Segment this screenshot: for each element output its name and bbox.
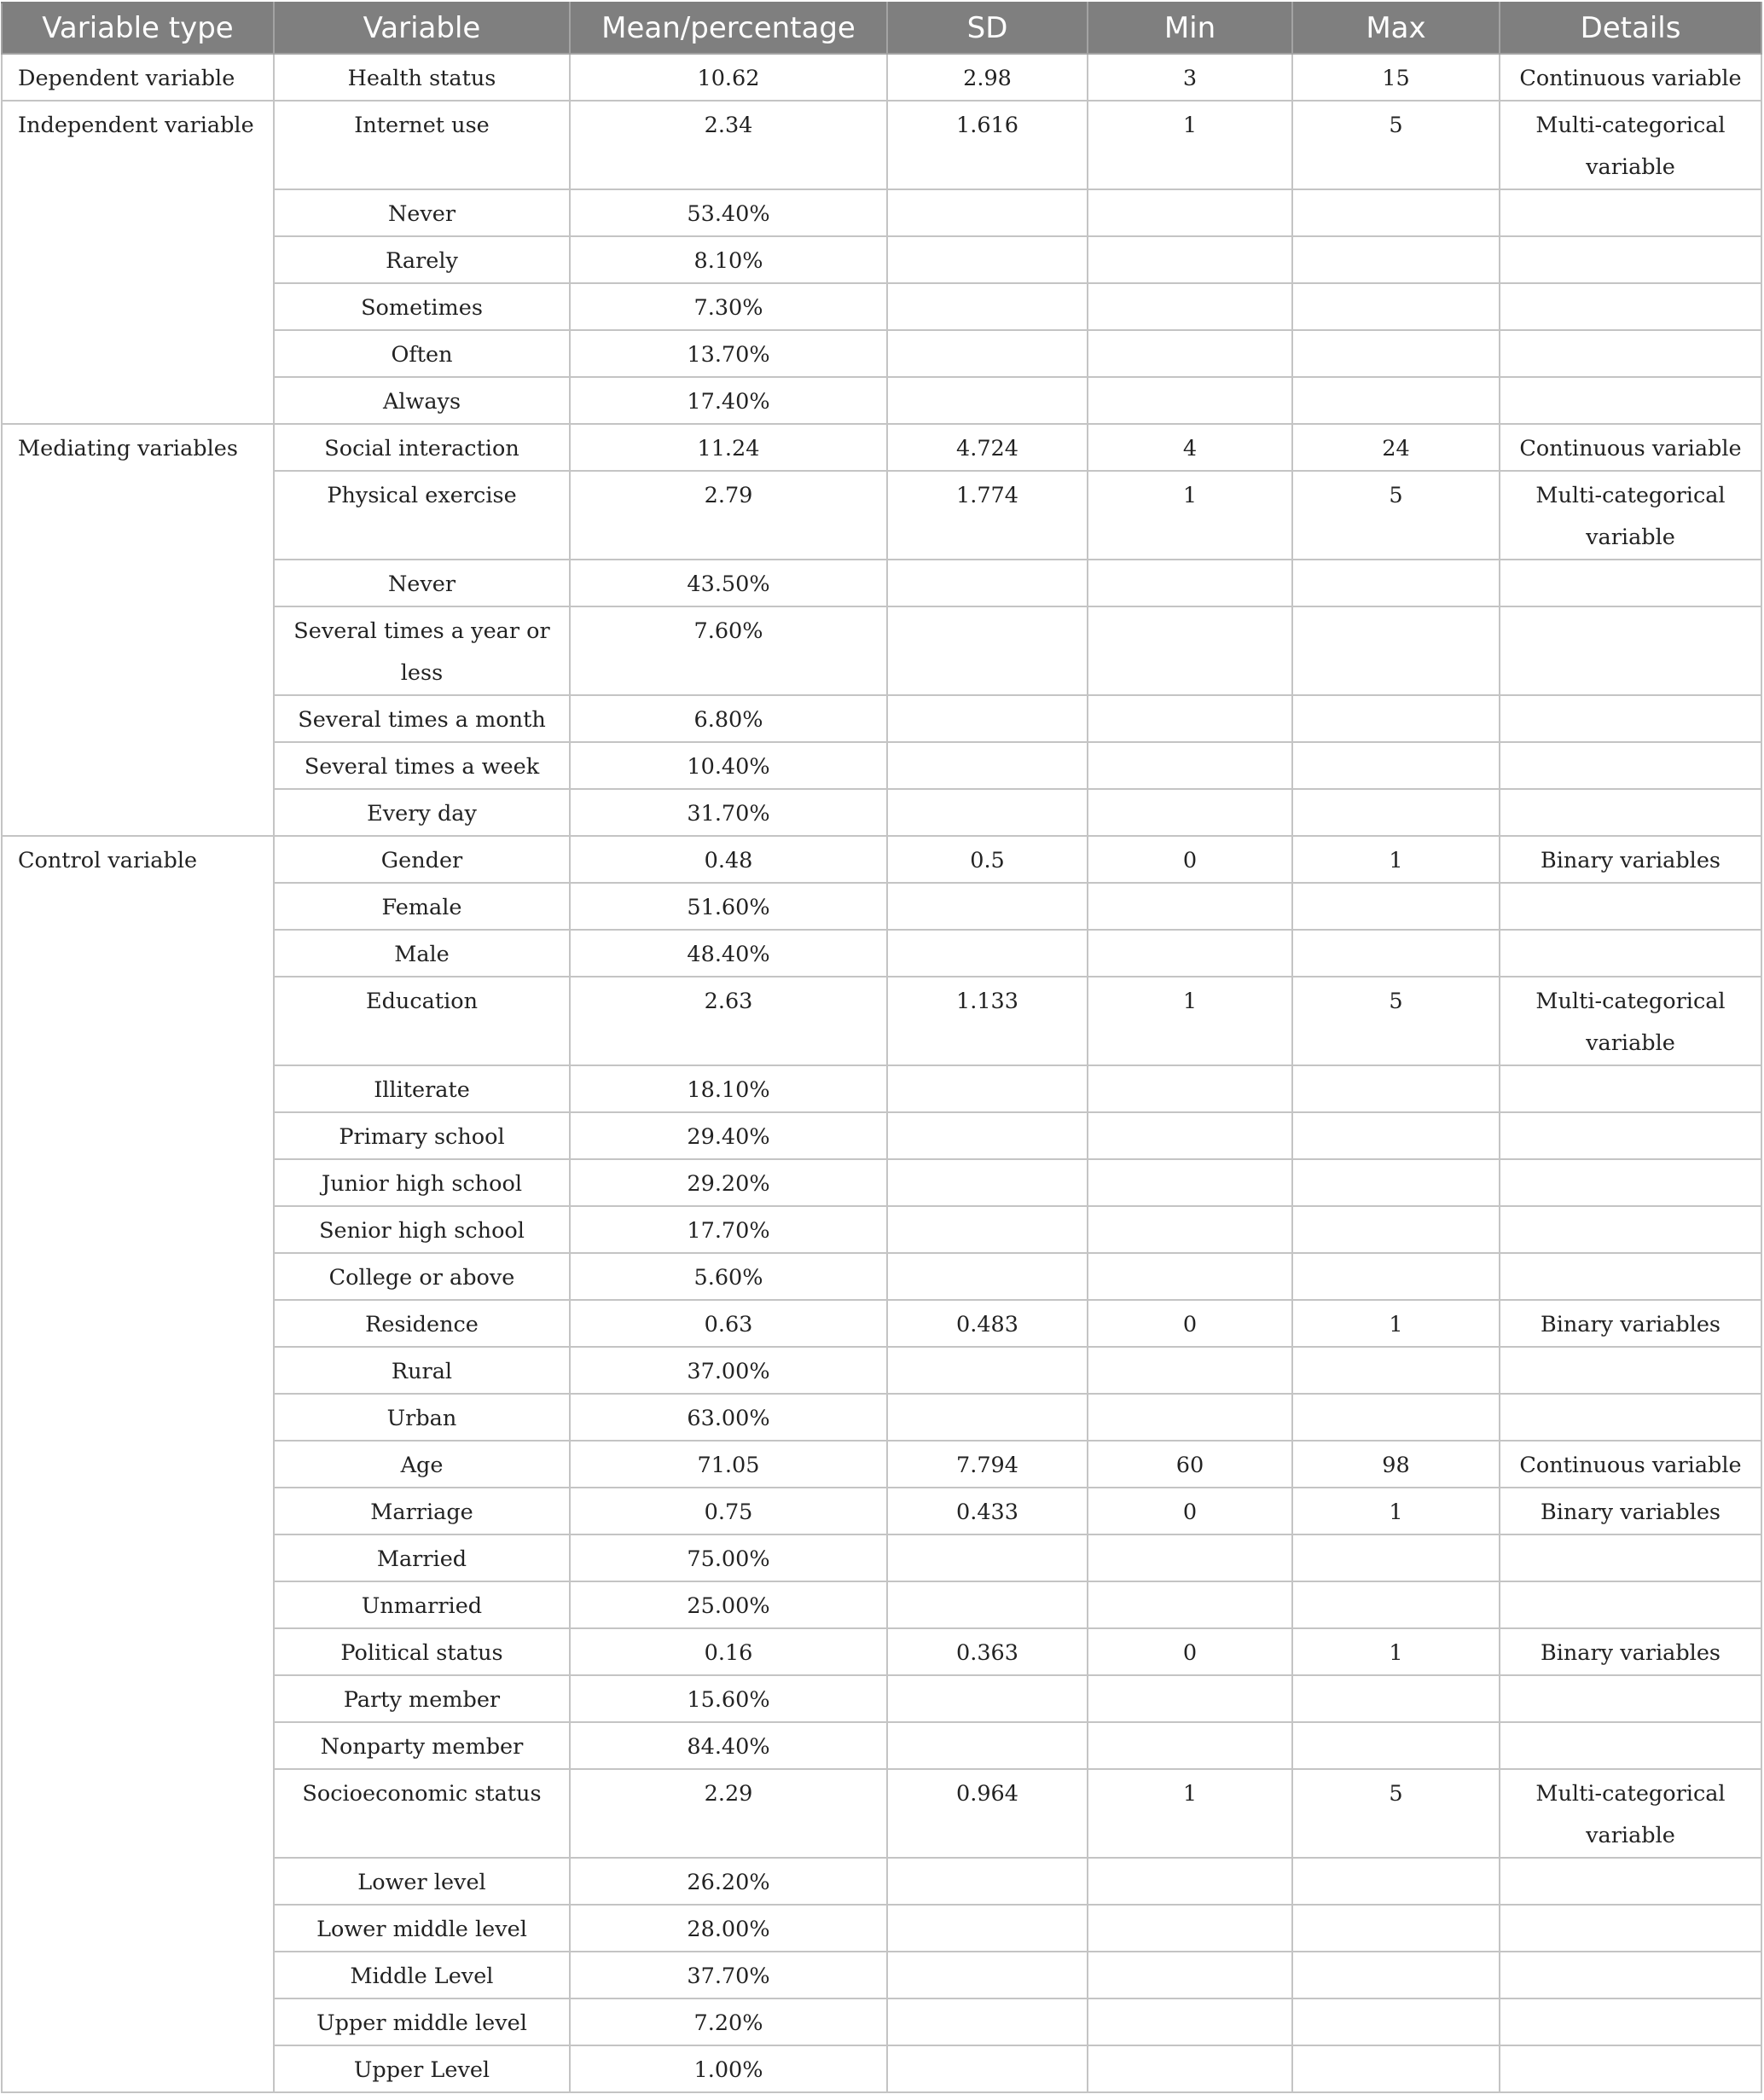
cell-details [1500,1206,1761,1253]
cell-mean-percentage: 13.70% [570,330,887,377]
cell-sd [887,1952,1088,1998]
cell-variable: Residence [274,1300,570,1347]
cell-mean-percentage: 0.16 [570,1628,887,1675]
cell-sd: 0.483 [887,1300,1088,1347]
cell-variable: Urban [274,1394,570,1441]
cell-sd [887,789,1088,836]
cell-mean-percentage: 71.05 [570,1441,887,1488]
cell-variable: Illiterate [274,1065,570,1112]
cell-mean-percentage: 7.60% [570,606,887,695]
cell-details: Binary variables [1500,1300,1761,1347]
cell-details [1500,283,1761,330]
cell-details [1500,883,1761,930]
cell-variable: Age [274,1441,570,1488]
cell-details [1500,1998,1761,2045]
cell-variable: Lower level [274,1858,570,1905]
cell-details [1500,1858,1761,1905]
cell-min [1088,1347,1292,1394]
cell-min [1088,742,1292,789]
cell-sd: 0.363 [887,1628,1088,1675]
cell-sd [887,1581,1088,1628]
cell-variable: Political status [274,1628,570,1675]
cell-max [1292,1722,1500,1769]
cell-max [1292,1905,1500,1952]
cell-mean-percentage: 29.20% [570,1159,887,1206]
cell-details [1500,695,1761,742]
header-max: Max [1292,3,1500,54]
cell-variable: Female [274,883,570,930]
cell-details [1500,189,1761,236]
cell-variable: Upper Level [274,2045,570,2092]
cell-max [1292,1998,1500,2045]
cell-variable: Lower middle level [274,1905,570,1952]
cell-max: 5 [1292,977,1500,1065]
cell-min [1088,1722,1292,1769]
cell-variable-type: Mediating variables [2,424,274,836]
cell-mean-percentage: 31.70% [570,789,887,836]
cell-details: Multi-categorical variable [1500,977,1761,1065]
table-header [2,3,1761,54]
cell-variable: Several times a year or less [274,606,570,695]
cell-sd [887,1998,1088,2045]
cell-mean-percentage: 7.20% [570,1998,887,2045]
cell-sd: 7.794 [887,1441,1088,1488]
cell-variable: Often [274,330,570,377]
cell-max [1292,1253,1500,1300]
cell-variable: Never [274,189,570,236]
cell-mean-percentage: 75.00% [570,1534,887,1581]
cell-mean-percentage: 2.63 [570,977,887,1065]
cell-variable: Nonparty member [274,1722,570,1769]
cell-max [1292,606,1500,695]
cell-min [1088,1534,1292,1581]
cell-sd [887,1722,1088,1769]
cell-sd [887,377,1088,424]
cell-variable: Rural [274,1347,570,1394]
cell-sd [887,1347,1088,1394]
cell-min [1088,283,1292,330]
cell-details: Binary variables [1500,1488,1761,1534]
cell-min [1088,606,1292,695]
cell-max [1292,930,1500,977]
cell-min [1088,1905,1292,1952]
cell-mean-percentage: 29.40% [570,1112,887,1159]
cell-sd [887,1394,1088,1441]
cell-details [1500,377,1761,424]
cell-min [1088,930,1292,977]
cell-sd: 1.774 [887,471,1088,560]
cell-mean-percentage: 37.00% [570,1347,887,1394]
cell-max [1292,2045,1500,2092]
cell-sd [887,283,1088,330]
cell-mean-percentage: 0.75 [570,1488,887,1534]
cell-variable: Physical exercise [274,471,570,560]
cell-mean-percentage: 26.20% [570,1858,887,1905]
cell-min [1088,1998,1292,2045]
cell-variable: College or above [274,1253,570,1300]
cell-min [1088,330,1292,377]
cell-mean-percentage: 51.60% [570,883,887,930]
cell-details: Multi-categorical variable [1500,471,1761,560]
cell-max [1292,789,1500,836]
cell-mean-percentage: 2.29 [570,1769,887,1858]
cell-min [1088,1675,1292,1722]
cell-max [1292,1065,1500,1112]
cell-details [1500,789,1761,836]
cell-details [1500,1905,1761,1952]
cell-max [1292,1581,1500,1628]
table-row [2,54,1761,101]
cell-max: 5 [1292,1769,1500,1858]
cell-mean-percentage: 84.40% [570,1722,887,1769]
cell-mean-percentage: 43.50% [570,560,887,606]
cell-sd [887,189,1088,236]
cell-details: Continuous variable [1500,1441,1761,1488]
cell-variable-type: Control variable [2,836,274,2092]
cell-mean-percentage: 48.40% [570,930,887,977]
cell-mean-percentage: 17.70% [570,1206,887,1253]
cell-mean-percentage: 0.63 [570,1300,887,1347]
cell-sd: 4.724 [887,424,1088,471]
cell-details [1500,1952,1761,1998]
cell-sd [887,930,1088,977]
cell-max [1292,1858,1500,1905]
cell-mean-percentage: 2.79 [570,471,887,560]
cell-max [1292,189,1500,236]
cell-variable: Male [274,930,570,977]
cell-details [1500,236,1761,283]
header-sd: SD [887,3,1088,54]
cell-min [1088,883,1292,930]
cell-max [1292,377,1500,424]
cell-min [1088,377,1292,424]
header-min: Min [1088,3,1292,54]
cell-details [1500,1253,1761,1300]
cell-mean-percentage: 7.30% [570,283,887,330]
cell-sd [887,560,1088,606]
cell-variable-type: Dependent variable [2,54,274,101]
cell-variable: Party member [274,1675,570,1722]
cell-min: 0 [1088,1628,1292,1675]
cell-sd [887,1159,1088,1206]
cell-min: 1 [1088,977,1292,1065]
cell-details [1500,1065,1761,1112]
cell-details [1500,2045,1761,2092]
cell-mean-percentage: 37.70% [570,1952,887,1998]
cell-min [1088,1206,1292,1253]
header-variable-type: Variable type [2,3,274,54]
cell-mean-percentage: 11.24 [570,424,887,471]
cell-mean-percentage: 63.00% [570,1394,887,1441]
cell-min [1088,560,1292,606]
cell-min [1088,2045,1292,2092]
cell-max [1292,283,1500,330]
cell-variable: Unmarried [274,1581,570,1628]
cell-variable: Several times a week [274,742,570,789]
cell-variable: Married [274,1534,570,1581]
cell-variable: Upper middle level [274,1998,570,2045]
cell-sd [887,236,1088,283]
cell-max [1292,1534,1500,1581]
cell-min: 1 [1088,471,1292,560]
cell-max: 5 [1292,101,1500,189]
cell-sd: 0.433 [887,1488,1088,1534]
cell-sd [887,1065,1088,1112]
cell-details [1500,1675,1761,1722]
descriptive-statistics-table [1,2,1762,2093]
cell-min: 3 [1088,54,1292,101]
cell-variable: Internet use [274,101,570,189]
cell-sd [887,1112,1088,1159]
cell-max [1292,695,1500,742]
cell-mean-percentage: 25.00% [570,1581,887,1628]
cell-mean-percentage: 53.40% [570,189,887,236]
cell-sd: 2.98 [887,54,1088,101]
cell-variable: Education [274,977,570,1065]
cell-max: 5 [1292,471,1500,560]
cell-min [1088,1159,1292,1206]
cell-sd [887,883,1088,930]
cell-sd [887,2045,1088,2092]
cell-max: 15 [1292,54,1500,101]
cell-min [1088,189,1292,236]
cell-max: 1 [1292,1628,1500,1675]
cell-sd: 0.964 [887,1769,1088,1858]
cell-max [1292,330,1500,377]
cell-details [1500,742,1761,789]
cell-details: Binary variables [1500,836,1761,883]
cell-variable: Marriage [274,1488,570,1534]
cell-sd [887,695,1088,742]
cell-variable: Senior high school [274,1206,570,1253]
cell-variable: Rarely [274,236,570,283]
cell-variable: Health status [274,54,570,101]
cell-details [1500,1394,1761,1441]
cell-min [1088,1952,1292,1998]
cell-variable: Several times a month [274,695,570,742]
cell-max: 98 [1292,1441,1500,1488]
cell-sd: 1.133 [887,977,1088,1065]
cell-mean-percentage: 10.40% [570,742,887,789]
cell-variable: Always [274,377,570,424]
cell-variable: Gender [274,836,570,883]
cell-mean-percentage: 17.40% [570,377,887,424]
cell-variable: Social interaction [274,424,570,471]
cell-min [1088,236,1292,283]
cell-mean-percentage: 10.62 [570,54,887,101]
cell-variable-type: Independent variable [2,101,274,424]
cell-max [1292,1952,1500,1998]
cell-min: 1 [1088,1769,1292,1858]
cell-min: 0 [1088,1300,1292,1347]
header-row [2,3,1761,54]
cell-variable: Every day [274,789,570,836]
cell-sd: 0.5 [887,836,1088,883]
cell-min [1088,789,1292,836]
cell-details [1500,1347,1761,1394]
cell-sd [887,1858,1088,1905]
cell-max [1292,1159,1500,1206]
cell-sd [887,1534,1088,1581]
table-body [2,54,1761,2092]
cell-sd [887,1675,1088,1722]
header-mean-percentage: Mean/percentage [570,3,887,54]
cell-mean-percentage: 15.60% [570,1675,887,1722]
cell-variable: Never [274,560,570,606]
cell-max [1292,1112,1500,1159]
table-row [2,101,1761,189]
cell-min [1088,1112,1292,1159]
cell-max: 1 [1292,1300,1500,1347]
cell-min: 60 [1088,1441,1292,1488]
cell-variable: Junior high school [274,1159,570,1206]
cell-max [1292,236,1500,283]
cell-sd [887,330,1088,377]
cell-details [1500,930,1761,977]
cell-variable: Socioeconomic status [274,1769,570,1858]
cell-mean-percentage: 18.10% [570,1065,887,1112]
table-row [2,424,1761,471]
cell-min [1088,1858,1292,1905]
cell-min [1088,695,1292,742]
cell-details [1500,1112,1761,1159]
cell-mean-percentage: 28.00% [570,1905,887,1952]
cell-details: Multi-categorical variable [1500,1769,1761,1858]
cell-details: Continuous variable [1500,424,1761,471]
cell-min [1088,1581,1292,1628]
cell-max [1292,560,1500,606]
cell-min [1088,1065,1292,1112]
cell-details: Multi-categorical variable [1500,101,1761,189]
cell-details [1500,1581,1761,1628]
cell-max: 24 [1292,424,1500,471]
cell-mean-percentage: 5.60% [570,1253,887,1300]
cell-details [1500,560,1761,606]
cell-min: 0 [1088,1488,1292,1534]
cell-mean-percentage: 8.10% [570,236,887,283]
header-variable: Variable [274,3,570,54]
cell-max: 1 [1292,1488,1500,1534]
cell-min: 0 [1088,836,1292,883]
cell-variable: Middle Level [274,1952,570,1998]
cell-details [1500,1159,1761,1206]
cell-sd [887,1206,1088,1253]
cell-max [1292,1206,1500,1253]
cell-min: 1 [1088,101,1292,189]
cell-details [1500,330,1761,377]
cell-sd [887,742,1088,789]
cell-sd [887,1253,1088,1300]
cell-min [1088,1394,1292,1441]
cell-max: 1 [1292,836,1500,883]
cell-max [1292,883,1500,930]
cell-max [1292,742,1500,789]
cell-details [1500,1722,1761,1769]
cell-mean-percentage: 1.00% [570,2045,887,2092]
cell-sd: 1.616 [887,101,1088,189]
cell-mean-percentage: 6.80% [570,695,887,742]
cell-sd [887,606,1088,695]
cell-details [1500,1534,1761,1581]
header-details: Details [1500,3,1761,54]
cell-variable: Primary school [274,1112,570,1159]
cell-mean-percentage: 0.48 [570,836,887,883]
cell-max [1292,1394,1500,1441]
cell-max [1292,1675,1500,1722]
cell-variable: Sometimes [274,283,570,330]
table-row [2,836,1761,883]
cell-sd [887,1905,1088,1952]
cell-max [1292,1347,1500,1394]
cell-details: Binary variables [1500,1628,1761,1675]
cell-min [1088,1253,1292,1300]
cell-mean-percentage: 2.34 [570,101,887,189]
cell-details: Continuous variable [1500,54,1761,101]
cell-details [1500,606,1761,695]
cell-min: 4 [1088,424,1292,471]
